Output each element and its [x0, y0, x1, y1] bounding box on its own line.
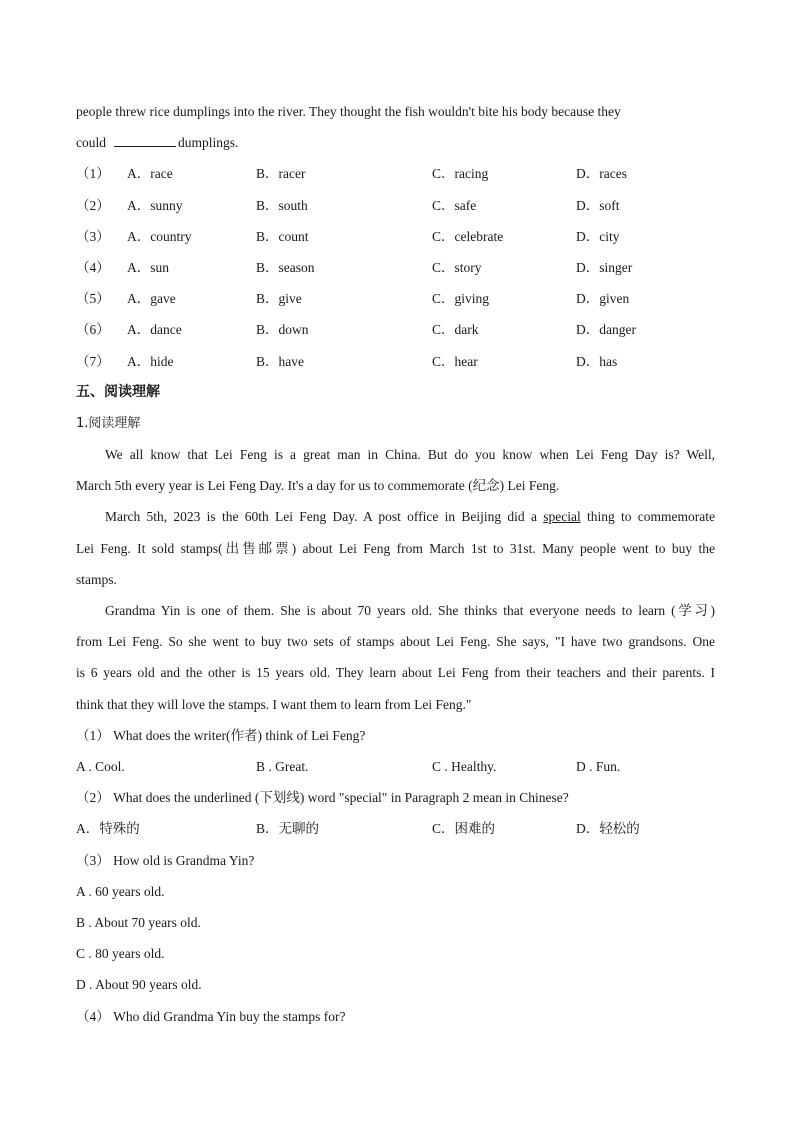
cloze-option-row: [76, 227, 716, 247]
passage-line: [105, 507, 715, 527]
option-b[interactable]: B．have: [256, 354, 304, 369]
cloze-option-row: [76, 258, 716, 278]
passage-line: Lei Feng. It sold stamps(出售邮票) about Lei Feng from March 1st to 31st. Many people went to buy the: [76, 541, 715, 556]
cloze-option-row: [76, 320, 716, 340]
question-3: （3） How old is Grandma Yin?: [76, 853, 255, 868]
passage-text: March 5th, 2023 is the 60th Lei Feng Day. A post office in Beijing did a: [105, 509, 544, 524]
option-b[interactable]: B．give: [256, 291, 302, 306]
option-d[interactable]: D．danger: [576, 322, 636, 337]
question-number: （3）: [76, 229, 110, 244]
option-b[interactable]: B . About 70 years old.: [76, 915, 201, 930]
cloze-passage-line: [76, 133, 238, 153]
question-1-options: [76, 757, 716, 777]
cloze-passage-text: dumplings.: [178, 135, 239, 150]
passage-line: is 6 years old and the other is 15 years old. They learn about Lei Feng from their teachers and their parents. I: [76, 665, 715, 680]
option-a[interactable]: A．gave: [127, 291, 176, 306]
cloze-option-row: [76, 164, 716, 184]
option-b[interactable]: B．down: [256, 322, 309, 337]
passage-text: thing to commemorate: [580, 509, 715, 524]
option-c[interactable]: C．racing: [432, 166, 489, 181]
question-number: （2）: [76, 198, 110, 213]
option-b[interactable]: B . Great.: [256, 759, 309, 774]
option-d[interactable]: D . Fun.: [576, 759, 621, 774]
option-b[interactable]: B．season: [256, 260, 315, 275]
question-number: （6）: [76, 322, 110, 337]
question-number: （4）: [76, 260, 110, 275]
option-d[interactable]: D．given: [576, 291, 630, 306]
passage-line: from Lei Feng. So she went to buy two sets of stamps about Lei Feng. She says, "I have two grandsons. One: [76, 634, 715, 649]
option-c[interactable]: C．giving: [432, 291, 490, 306]
option-b[interactable]: B．south: [256, 198, 308, 213]
passage-line: think that they will love the stamps. I want them to learn from Lei Feng.": [76, 697, 472, 712]
question-number: （1）: [76, 166, 110, 181]
option-c[interactable]: C．safe: [432, 198, 477, 213]
passage-line: We all know that Lei Feng is a great man in China. But do you know when Lei Feng Day is? Well,: [105, 447, 715, 462]
passage-line: Grandma Yin is one of them. She is about 70 years old. She thinks that everyone needs to learn (学习): [105, 603, 715, 618]
option-a[interactable]: A．country: [127, 229, 192, 244]
option-d[interactable]: D．soft: [576, 198, 620, 213]
cloze-passage-text: could: [76, 135, 106, 150]
option-c[interactable]: C．story: [432, 260, 482, 275]
option-a[interactable]: A．sun: [127, 260, 170, 275]
question-number: （5）: [76, 291, 110, 306]
option-a[interactable]: A．race: [127, 166, 173, 181]
cloze-passage-line: people threw rice dumplings into the river. They thought the fish wouldn't bite his body because they: [76, 104, 621, 119]
cloze-option-row: [76, 196, 716, 216]
option-a[interactable]: A．sunny: [127, 198, 183, 213]
question-4: （4） Who did Grandma Yin buy the stamps for?: [76, 1009, 346, 1024]
option-b[interactable]: B．count: [256, 229, 309, 244]
cloze-option-row: [76, 352, 716, 372]
section-heading: 五、阅读理解: [76, 384, 160, 400]
option-d[interactable]: D．轻松的: [576, 821, 640, 836]
option-b[interactable]: B．racer: [256, 166, 306, 181]
question-number: （7）: [76, 354, 110, 369]
option-a[interactable]: A．dance: [127, 322, 182, 337]
option-d[interactable]: D．races: [576, 166, 627, 181]
sub-heading: 1.阅读理解: [76, 416, 141, 431]
question-2-options: [76, 819, 716, 839]
option-c[interactable]: C．hear: [432, 354, 478, 369]
underlined-word: special: [543, 509, 581, 524]
answer-blank[interactable]: [114, 134, 176, 147]
option-d[interactable]: D．singer: [576, 260, 633, 275]
option-c[interactable]: C．celebrate: [432, 229, 504, 244]
question-2: （2） What does the underlined (下划线) word "special" in Paragraph 2 mean in Chinese?: [76, 790, 569, 805]
option-c[interactable]: C . Healthy.: [432, 759, 497, 774]
option-a[interactable]: A . Cool.: [76, 759, 125, 774]
question-1: （1） What does the writer(作者) think of Lei Feng?: [76, 728, 366, 743]
passage-line: stamps.: [76, 572, 117, 587]
option-c[interactable]: C．dark: [432, 322, 479, 337]
cloze-option-row: [76, 289, 716, 309]
option-a[interactable]: A . 60 years old.: [76, 884, 165, 899]
option-d[interactable]: D．has: [576, 354, 618, 369]
option-c[interactable]: C．困难的: [432, 821, 496, 836]
option-a[interactable]: A．特殊的: [76, 821, 140, 836]
option-d[interactable]: D．city: [576, 229, 620, 244]
passage-line: March 5th every year is Lei Feng Day. It's a day for us to commemorate (纪念) Lei Feng.: [76, 478, 560, 493]
option-a[interactable]: A．hide: [127, 354, 174, 369]
option-c[interactable]: C . 80 years old.: [76, 946, 165, 961]
option-d[interactable]: D . About 90 years old.: [76, 977, 202, 992]
option-b[interactable]: B．无聊的: [256, 821, 320, 836]
